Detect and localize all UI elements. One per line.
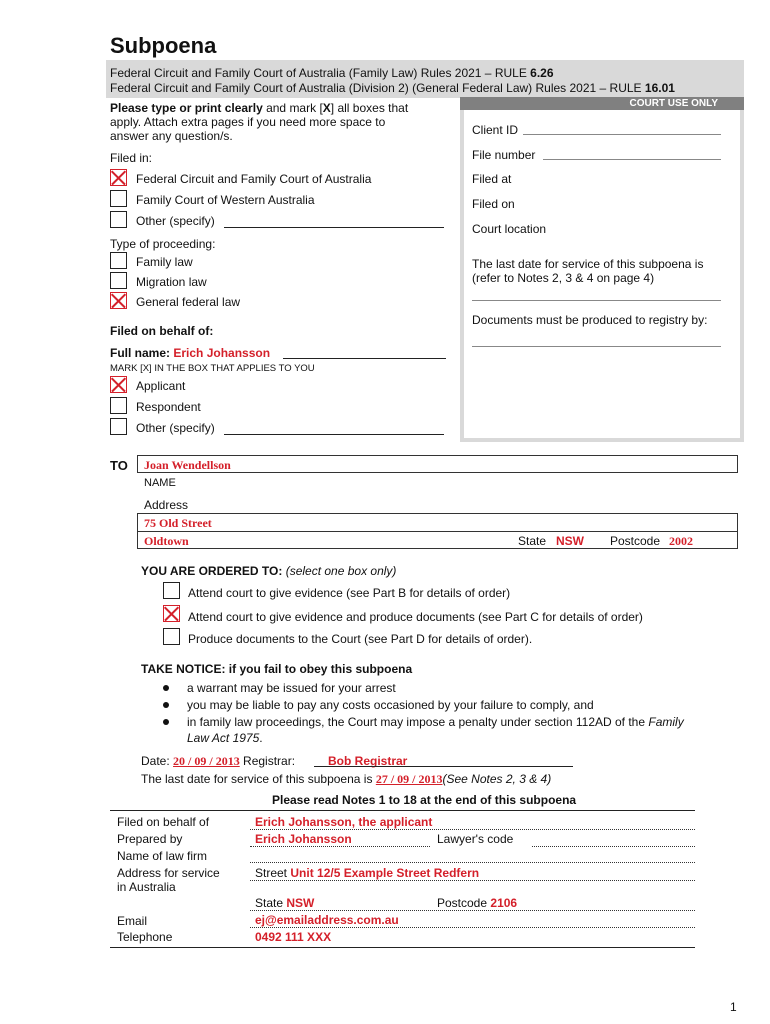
bullet-3 (163, 719, 169, 725)
option-fcwa: Family Court of Western Australia (136, 193, 315, 207)
checkbox-general-federal-law[interactable] (110, 292, 127, 309)
order-produce-documents: Produce documents to the Court (see Part D for details of order). (188, 632, 533, 646)
documents-produced-label: Documents must be produced to registry by: (472, 313, 708, 327)
bullet-2 (163, 702, 169, 708)
checkbox-respondent[interactable] (110, 397, 127, 414)
full-name-label: Full name: (110, 346, 174, 360)
footer-telephone-label: Telephone (117, 930, 173, 944)
rule-line-1: Federal Circuit and Family Court of Australia (Family Law) Rules 2021 – RULE (110, 66, 531, 80)
footer-telephone-value[interactable]: 0492 111 XXX (255, 930, 332, 944)
option-applicant: Applicant (136, 379, 186, 393)
checkbox-filed-other[interactable] (110, 211, 127, 228)
rule-number-2: 16.01 (644, 81, 675, 95)
to-postcode-value: 2002 (669, 534, 693, 548)
lawyers-code-field[interactable] (532, 846, 695, 847)
registrar-label: Registrar: (243, 754, 296, 768)
to-name-value: Joan Wendellson (144, 458, 231, 472)
last-service-row: The last date for service of this subpoena is 27 / 09 / 2013(See Notes 2, 3 & 4) (141, 772, 552, 786)
rule-number-1: 6.26 (530, 66, 554, 80)
behalf-other-input[interactable] (224, 434, 444, 435)
footer-street-value[interactable]: Unit 12/5 Example Street Redfern (290, 866, 480, 880)
footer-address-label-1: Address for service (117, 866, 220, 880)
filed-on-label: Filed on (472, 197, 515, 211)
client-id-field[interactable] (523, 134, 721, 135)
full-name-value[interactable]: Erich Johansson (173, 346, 271, 360)
to-state-label: State (518, 534, 547, 548)
checkbox-attend-evidence[interactable] (163, 582, 180, 599)
footer-postcode-value[interactable]: 2106 (490, 896, 518, 910)
file-number-label: File number (472, 148, 536, 162)
last-service-value[interactable]: 27 / 09 / 2013 (375, 772, 443, 786)
checkbox-family-law[interactable] (110, 252, 127, 269)
footer-address-label-2: in Australia (117, 880, 176, 894)
last-date-text-2: (refer to Notes 2, 3 & 4 on page 4) (472, 271, 655, 285)
footer-street-row: Street Unit 12/5 Example Street Redfern (255, 866, 480, 880)
read-notes: Please read Notes 1 to 18 at the end of this subpoena (272, 793, 577, 807)
footer-state-value[interactable]: NSW (286, 896, 315, 910)
to-suburb-value: Oldtown (144, 534, 189, 548)
option-migration-law: Migration law (136, 275, 207, 289)
documents-produced-field[interactable] (472, 346, 721, 347)
checkbox-attend-produce[interactable] (163, 605, 180, 622)
filed-on-behalf-label: Filed on behalf of: (110, 324, 214, 338)
rules-banner (106, 60, 738, 98)
notice-heading: TAKE NOTICE: if you fail to obey this subpoena (141, 662, 413, 676)
footer-state-row: State NSW (255, 896, 315, 910)
to-address-label: Address (144, 498, 189, 512)
footer-filed-behalf-label: Filed on behalf of (117, 815, 210, 829)
filed-at-label: Filed at (472, 172, 512, 186)
checkbox-produce-documents[interactable] (163, 628, 180, 645)
to-street-value: 75 Old Street (144, 516, 212, 530)
to-postcode-label: Postcode (610, 534, 661, 548)
instructions: Please type or print clearly and mark [X] all boxes that apply. Attach extra pages if you need more space to answer any question/s. (110, 101, 409, 143)
court-use-header: COURT USE ONLY (460, 97, 744, 110)
date-label: Date: (141, 754, 170, 768)
checkbox-applicant[interactable] (110, 376, 127, 393)
page-title: Subpoena (110, 33, 217, 58)
option-behalf-other: Other (specify) (136, 421, 215, 435)
full-name-row (110, 346, 270, 360)
footer-lawyers-code-label: Lawyer's code (437, 832, 514, 846)
notice-bullet-3: in family law proceedings, the Court may impose a penalty under section 112AD of the Family Law Act 1975. (187, 715, 684, 745)
checkbox-behalf-other[interactable] (110, 418, 127, 435)
to-name-box[interactable] (137, 455, 738, 473)
option-family-law: Family law (136, 255, 193, 269)
to-name-label: NAME (144, 477, 176, 489)
last-date-field[interactable] (472, 300, 721, 301)
footer-prepared-by-label: Prepared by (117, 832, 183, 846)
to-address-box[interactable] (137, 513, 738, 549)
proceeding-label: Type of proceeding: (110, 237, 216, 251)
footer-law-firm-label: Name of law firm (117, 849, 208, 863)
order-attend-produce: Attend court to give evidence and produce documents (see Part C for details of order) (188, 610, 643, 624)
order-attend-evidence: Attend court to give evidence (see Part B for details of order) (188, 586, 511, 600)
option-general-federal-law: General federal law (136, 295, 241, 309)
notice-bullet-1: a warrant may be issued for your arrest (187, 681, 396, 695)
footer-prepared-by-value[interactable]: Erich Johansson (255, 832, 352, 846)
footer-filed-behalf-value[interactable]: Erich Johansson, the applicant (255, 815, 433, 829)
option-fcfca: Federal Circuit and Family Court of Australia (136, 172, 372, 186)
rule-line-2: Federal Circuit and Family Court of Australia (Division 2) (General Federal Law) Rules 2021 – RULE (110, 81, 645, 95)
court-location-label: Court location (472, 222, 547, 236)
file-number-field[interactable] (543, 159, 721, 160)
filed-other-input[interactable] (224, 227, 444, 228)
checkbox-migration-law[interactable] (110, 272, 127, 289)
filed-in-label: Filed in: (110, 151, 153, 165)
footer-email-label: Email (117, 914, 148, 928)
option-filed-other: Other (specify) (136, 214, 215, 228)
to-state-value: NSW (556, 534, 584, 548)
checkbox-fcfca[interactable] (110, 169, 127, 186)
checkbox-fcwa[interactable] (110, 190, 127, 207)
ordered-heading: YOU ARE ORDERED TO: (select one box only) (141, 564, 397, 578)
client-id-label: Client ID (472, 123, 519, 137)
bullet-1 (163, 685, 169, 691)
law-firm-field[interactable] (250, 862, 695, 863)
page-number: 1 (730, 1000, 737, 1014)
last-date-text-1: The last date for service of this subpoena is (472, 257, 704, 271)
date-value[interactable]: 20 / 09 / 2013 (173, 754, 240, 768)
date-row (141, 754, 295, 769)
notice-bullet-2: you may be liable to pay any costs occasioned by your failure to comply, and (187, 698, 594, 712)
registrar-value[interactable]: Bob Registrar (328, 754, 408, 768)
option-respondent: Respondent (136, 400, 201, 414)
mark-note: MARK [X] IN THE BOX THAT APPLIES TO YOU (110, 363, 315, 374)
footer-email-value[interactable]: ej@emailaddress.com.au (255, 913, 399, 927)
footer-postcode-row: Postcode 2106 (437, 896, 518, 910)
to-label: TO (110, 458, 128, 473)
